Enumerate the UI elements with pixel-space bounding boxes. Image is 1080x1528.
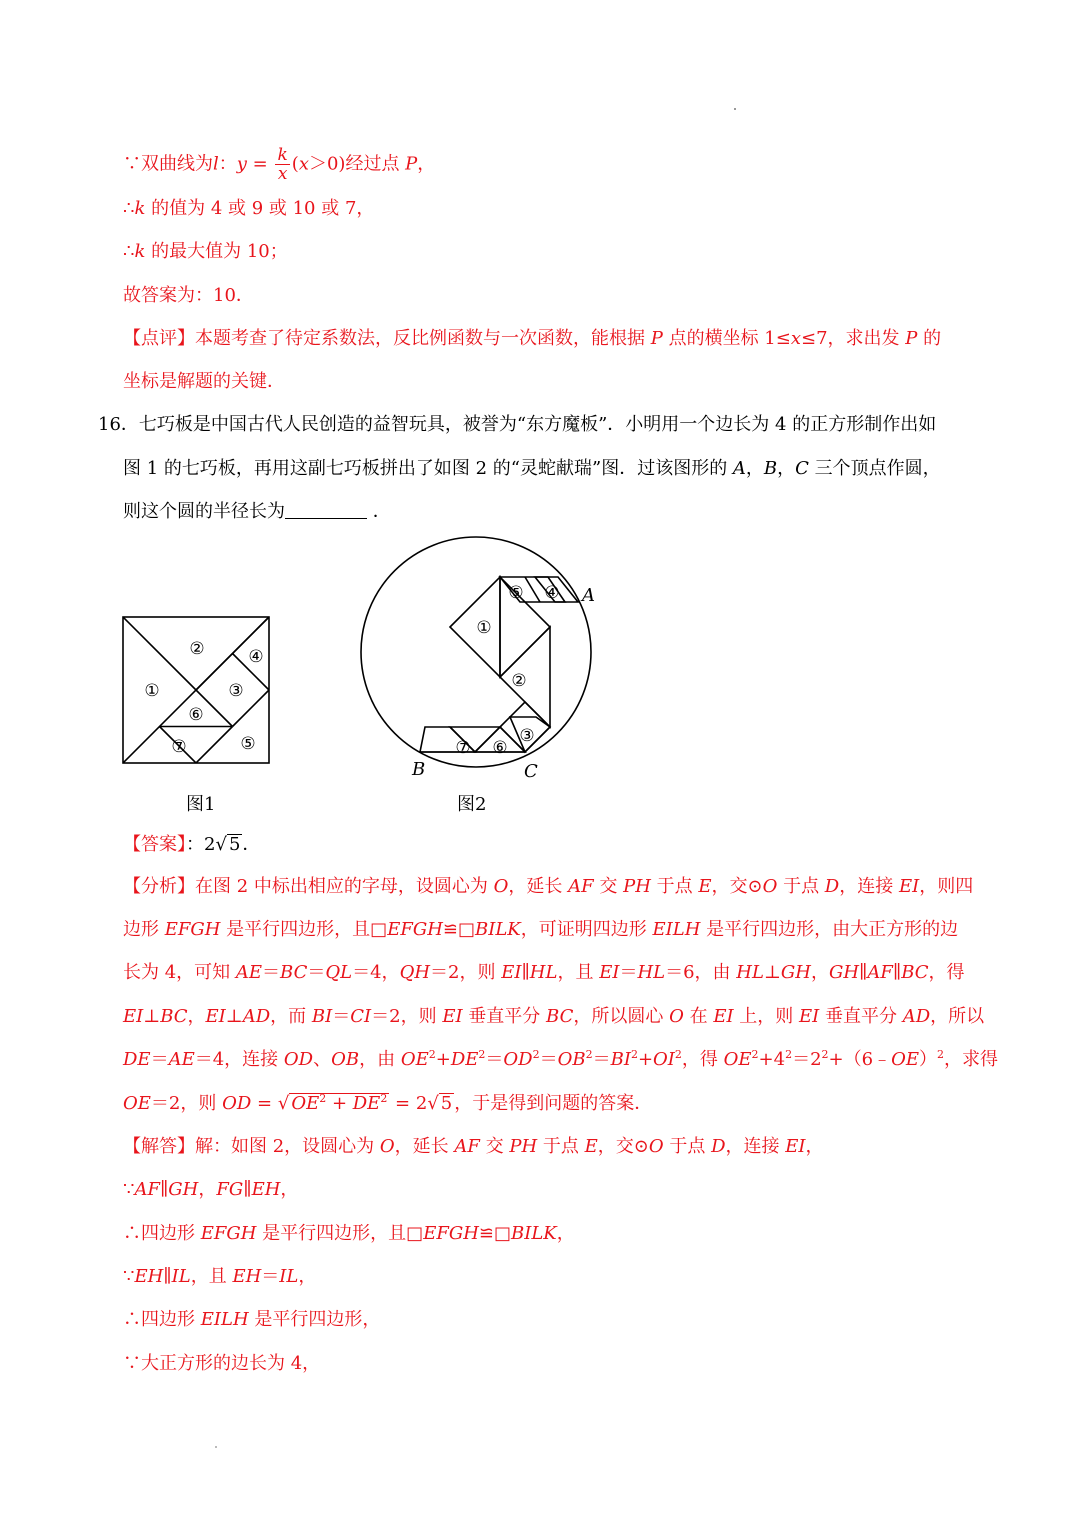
question-16-line-3: 则这个圆的半径长为 ． <box>123 497 391 527</box>
analysis-line-3: 长为 4，可知 AE＝BC＝QL＝4，QH＝2，则 EI∥HL，且 EI＝HL＝6，由 HL⊥GH，GH∥AF∥BC，得 <box>123 962 965 983</box>
fig2-piece-5-label: ⑤ <box>508 583 524 603</box>
figure-2-caption: 图2 <box>457 794 487 815</box>
snake-piece-1 <box>450 577 500 677</box>
fig2-piece-6-label: ⑥ <box>492 738 508 758</box>
solution-step-1: 【解答】解：如图 2，设圆心为 O，延长 AF 交 PH 于点 E，交⊙O 于点 D，连接 EI， <box>123 1136 824 1157</box>
analysis-line-1: 【分析】在图 2 中标出相应的字母，设圆心为 O，延长 AF 交 PH 于点 E，交⊙O 于点 D，连接 EI，则四 <box>123 876 974 897</box>
question-16-line-1: 16．七巧板是中国古代人民创造的益智玩具，被誉为“东方魔板”．小明用一个边长为 4 的正方形制作出如 <box>98 414 937 435</box>
solution-line-1: ∵双曲线为l：y = $\frac{k}{x}$ (x＞0)经过点 P， <box>123 145 436 184</box>
stray-dot-bottom <box>215 1446 217 1448</box>
fig1-piece-2-label: ② <box>189 639 205 659</box>
figure-2-snake <box>350 535 610 785</box>
fraction-k-over-x: $\frac{k}{x}$ <box>277 145 288 184</box>
figure-1-tangram <box>118 612 276 770</box>
question-16-line-2: 图 1 的七巧板，再用这副七巧板拼出了如图 2 的“灵蛇献瑞”图．过该图形的 A，B，C 三个顶点作圆， <box>123 458 941 479</box>
review-line-1: 【点评】本题考查了待定系数法，反比例函数与一次函数，能根据 P 点的横坐标 1≤x≤7，求出发 P 的 <box>123 328 942 349</box>
solution-step-2: ∵AF∥GH，FG∥EH， <box>123 1179 299 1200</box>
solution-step-4: ∵EH∥IL，且 EH＝IL， <box>123 1266 317 1287</box>
fig2-piece-3-label: ③ <box>519 726 535 746</box>
fig2-piece-1-label: ① <box>476 618 492 638</box>
vertex-label-B: B <box>412 759 426 780</box>
answer-blank <box>285 498 367 519</box>
solution-line-2: ∴k 的值为 4 或 9 或 10 或 7， <box>123 198 375 219</box>
solution-step-5: ∴四边形 EILH 是平行四边形， <box>123 1309 381 1330</box>
vertex-label-A: A <box>582 585 595 606</box>
fig1-piece-4-label: ④ <box>248 647 264 667</box>
analysis-line-4: EI⊥BC，EI⊥AD，而 BI＝CI＝2，则 EI 垂直平分 BC，所以圆心 O 在 EI 上，则 EI 垂直平分 AD，所以 <box>123 1006 985 1027</box>
fig2-piece-4-label: ④ <box>544 583 560 603</box>
analysis-line-5: DE＝AE＝4，连接 OD、OB，由 $OE^2+DE^2=OD^2=OB^2=BI^2+OI^2$，得 $OE^2+4^2=2^2+(6﹣OE)^2$，求得 <box>123 1048 998 1070</box>
solution-line-3: ∴k 的最大值为 10； <box>123 241 288 262</box>
answer-line: 【答案】：2√ 5 ． <box>123 834 261 855</box>
fig1-piece-7-label: ⑦ <box>171 737 187 757</box>
fig1-piece-6-label: ⑥ <box>188 705 204 725</box>
review-line-2: 坐标是解题的关键． <box>123 371 285 392</box>
analysis-line-6: OE＝2，则 OD = √ $OE^2 + DE^2 = 2√$ 5 ，于是得到问题的答案． <box>123 1092 653 1114</box>
analysis-line-2: 边形 EFGH 是平行四边形，且□EFGH≌□BILK，可证明四边形 EILH 是平行四边形，由大正方形的边 <box>123 919 959 940</box>
solution-line-4: 故答案为：10． <box>123 285 254 306</box>
fig1-piece-3-label: ③ <box>228 681 244 701</box>
fig2-piece-7-label: ⑦ <box>455 738 471 758</box>
fig1-piece-5-label: ⑤ <box>240 734 256 754</box>
solution-step-3: ∴四边形 EFGH 是平行四边形，且□EFGH≌□BILK， <box>123 1223 575 1244</box>
fig2-piece-2-label: ② <box>511 671 527 691</box>
vertex-label-C: C <box>524 761 538 782</box>
fig1-piece-1-label: ① <box>144 681 160 701</box>
figure-1-caption: 图1 <box>186 794 216 815</box>
solution-step-6: ∵大正方形的边长为 4， <box>123 1353 321 1374</box>
stray-dot <box>734 108 736 110</box>
